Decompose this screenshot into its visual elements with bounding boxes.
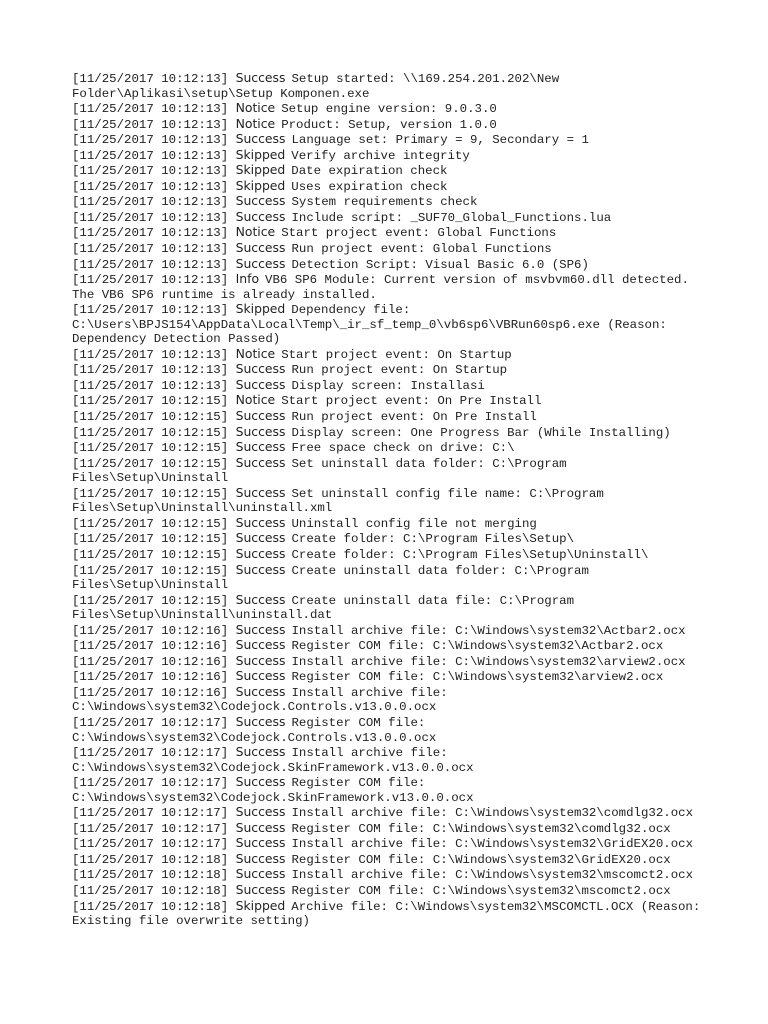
log-message: Set uninstall config file name: C:\Program Files\Setup\Uninstall\uninstall.xml bbox=[72, 486, 612, 516]
log-status: Success bbox=[235, 193, 286, 209]
log-entry bbox=[72, 547, 702, 563]
log-message: Run project event: On Startup bbox=[291, 363, 508, 378]
log-timestamp: [11/25/2017 10:12:13] bbox=[72, 102, 229, 117]
log-timestamp: [11/25/2017 10:12:13] bbox=[72, 226, 229, 241]
log-message: Create folder: C:\Program Files\Setup\Uninstall\ bbox=[291, 547, 649, 562]
log-timestamp: [11/25/2017 10:12:17] bbox=[72, 837, 229, 852]
log-message: Register COM file: C:\Windows\system32\comdlg32.ocx bbox=[291, 821, 671, 836]
log-status: Success bbox=[235, 668, 286, 684]
log-entry bbox=[72, 486, 702, 516]
log-status: Success bbox=[235, 744, 286, 760]
log-message: Uninstall config file not merging bbox=[291, 516, 537, 531]
log-message: Start project event: On Pre Install bbox=[281, 394, 542, 409]
log-entry bbox=[72, 409, 702, 425]
log-message: Register COM file: C:\Windows\system32\Codejock.SkinFramework.v13.0.0.ocx bbox=[72, 776, 474, 805]
install-log bbox=[72, 70, 708, 929]
log-timestamp: [11/25/2017 10:12:13] bbox=[72, 179, 229, 194]
log-message: Install archive file: C:\Windows\system32\Codejock.Controls.v13.0.0.ocx bbox=[72, 685, 456, 715]
log-timestamp: [11/25/2017 10:12:17] bbox=[72, 715, 229, 730]
log-message: Create uninstall data file: C:\Program Files\Setup\Uninstall\uninstall.dat bbox=[72, 593, 582, 623]
log-timestamp: [11/25/2017 10:12:13] bbox=[72, 72, 229, 86]
log-message: Date expiration check bbox=[291, 164, 448, 179]
log-status: Success bbox=[235, 881, 286, 897]
log-message: Archive file: C:\Windows\system32\MSCOMCTL.OCX (Reason: Existing file overwrite setting) bbox=[72, 899, 708, 929]
log-status: Success bbox=[235, 530, 286, 546]
log-status: Success bbox=[235, 545, 286, 561]
log-timestamp: [11/25/2017 10:12:13] bbox=[72, 117, 229, 132]
log-entry bbox=[72, 593, 702, 623]
log-timestamp: [11/25/2017 10:12:16] bbox=[72, 670, 229, 685]
log-status: Success bbox=[235, 621, 286, 637]
log-message: VB6 SP6 Module: Current version of msvbvm60.dll detected. The VB6 SP6 runtime is already installed. bbox=[72, 273, 697, 302]
log-message: Install archive file: C:\Windows\system32\arview2.ocx bbox=[291, 654, 686, 669]
log-timestamp: [11/25/2017 10:12:16] bbox=[72, 685, 229, 700]
log-timestamp: [11/25/2017 10:12:13] bbox=[72, 363, 229, 378]
log-entry bbox=[72, 516, 702, 532]
log-entry bbox=[72, 638, 702, 654]
log-status: Success bbox=[235, 835, 286, 851]
log-message: System requirements check bbox=[291, 195, 478, 210]
log-message: Run project event: Global Functions bbox=[291, 242, 552, 257]
log-timestamp: [11/25/2017 10:12:13] bbox=[72, 210, 229, 225]
log-entry bbox=[72, 563, 702, 593]
log-timestamp: [11/25/2017 10:12:17] bbox=[72, 806, 229, 821]
log-timestamp: [11/25/2017 10:12:13] bbox=[72, 273, 229, 288]
log-status: Notice bbox=[235, 224, 276, 240]
log-timestamp: [11/25/2017 10:12:18] bbox=[72, 899, 229, 914]
log-timestamp: [11/25/2017 10:12:13] bbox=[72, 242, 229, 257]
log-entry bbox=[72, 378, 702, 394]
log-timestamp: [11/25/2017 10:12:13] bbox=[72, 303, 229, 318]
log-message: Dependency file: C:\Users\BPJS154\AppData\Local\Temp\_ir_sf_temp_0\vb6sp6\VBRun60sp6.exe (Reason: Dependency Detection Passed) bbox=[72, 303, 675, 347]
log-status: Success bbox=[235, 637, 286, 653]
log-entry bbox=[72, 347, 702, 363]
log-entry bbox=[72, 71, 702, 101]
log-status: Info bbox=[235, 271, 260, 287]
log-status: Success bbox=[235, 819, 286, 835]
log-status: Success bbox=[235, 591, 286, 607]
log-entry bbox=[72, 883, 702, 899]
log-entry bbox=[72, 194, 702, 210]
log-message: Start project event: On Startup bbox=[281, 347, 512, 362]
log-entry bbox=[72, 302, 702, 347]
log-entry bbox=[72, 821, 702, 837]
log-entry bbox=[72, 852, 702, 868]
log-timestamp: [11/25/2017 10:12:18] bbox=[72, 852, 229, 867]
log-message: Product: Setup, version 1.0.0 bbox=[281, 117, 497, 132]
log-status: Notice bbox=[235, 115, 276, 131]
log-timestamp: [11/25/2017 10:12:13] bbox=[72, 133, 229, 148]
log-entry bbox=[72, 456, 702, 486]
log-entry bbox=[72, 867, 702, 883]
log-entry bbox=[72, 836, 702, 852]
log-status: Notice bbox=[235, 100, 276, 116]
log-entry bbox=[72, 272, 702, 302]
log-timestamp: [11/25/2017 10:12:13] bbox=[72, 257, 229, 272]
log-timestamp: [11/25/2017 10:12:15] bbox=[72, 425, 229, 440]
log-timestamp: [11/25/2017 10:12:18] bbox=[72, 883, 229, 898]
log-message: Install archive file: C:\Windows\system32\Actbar2.ocx bbox=[291, 623, 686, 638]
log-timestamp: [11/25/2017 10:12:16] bbox=[72, 623, 229, 638]
log-status: Success bbox=[235, 850, 286, 866]
log-message: Detection Script: Visual Basic 6.0 (SP6) bbox=[291, 257, 589, 272]
log-entry bbox=[72, 210, 702, 226]
log-status: Success bbox=[235, 866, 286, 882]
log-entry bbox=[72, 393, 702, 409]
log-entry bbox=[72, 775, 702, 805]
log-status: Skipped bbox=[235, 162, 286, 178]
log-status: Success bbox=[235, 713, 286, 729]
log-timestamp: [11/25/2017 10:12:15] bbox=[72, 394, 229, 409]
log-status: Notice bbox=[235, 345, 276, 361]
log-status: Success bbox=[235, 255, 286, 271]
log-status: Success bbox=[235, 361, 286, 377]
log-message: Register COM file: C:\Windows\system32\arview2.ocx bbox=[291, 670, 664, 685]
log-timestamp: [11/25/2017 10:12:13] bbox=[72, 148, 229, 163]
log-status: Skipped bbox=[235, 146, 286, 162]
log-timestamp: [11/25/2017 10:12:18] bbox=[72, 868, 229, 883]
log-entry bbox=[72, 531, 702, 547]
log-entry bbox=[72, 148, 702, 164]
log-message: Register COM file: C:\Windows\system32\GridEX20.ocx bbox=[291, 852, 671, 867]
log-message: Setup engine version: 9.0.3.0 bbox=[281, 102, 497, 117]
log-status: Success bbox=[235, 408, 286, 424]
log-message: Uses expiration check bbox=[291, 179, 448, 194]
log-status: Success bbox=[235, 774, 286, 790]
log-message: Set uninstall data folder: C:\Program Files\Setup\Uninstall bbox=[72, 456, 575, 486]
log-message: Create uninstall data folder: C:\Program Files\Setup\Uninstall bbox=[72, 563, 597, 593]
log-status: Success bbox=[235, 439, 286, 455]
log-entry bbox=[72, 669, 702, 685]
log-message: Include script: _SUF70_Global_Functions.lua bbox=[291, 210, 612, 225]
log-entry bbox=[72, 685, 702, 715]
log-status: Success bbox=[235, 376, 286, 392]
log-timestamp: [11/25/2017 10:12:15] bbox=[72, 456, 229, 471]
log-status: Success bbox=[235, 423, 286, 439]
log-entry bbox=[72, 117, 702, 133]
log-status: Success bbox=[235, 131, 286, 147]
log-status: Skipped bbox=[235, 177, 286, 193]
log-status: Success bbox=[235, 514, 286, 530]
log-entry bbox=[72, 163, 702, 179]
log-status: Success bbox=[235, 484, 286, 500]
log-entry bbox=[72, 623, 702, 639]
log-entry bbox=[72, 440, 702, 456]
log-entry bbox=[72, 225, 702, 241]
log-timestamp: [11/25/2017 10:12:16] bbox=[72, 639, 229, 654]
log-timestamp: [11/25/2017 10:12:17] bbox=[72, 821, 229, 836]
log-timestamp: [11/25/2017 10:12:13] bbox=[72, 164, 229, 179]
log-message: Register COM file: C:\Windows\system32\Codejock.Controls.v13.0.0.ocx bbox=[72, 715, 437, 745]
log-message: Start project event: Global Functions bbox=[281, 226, 557, 241]
log-timestamp: [11/25/2017 10:12:15] bbox=[72, 532, 229, 547]
log-status: Skipped bbox=[235, 897, 286, 913]
log-message: Free space check on drive: C:\ bbox=[291, 441, 515, 456]
log-message: Setup started: \\169.254.201.202\New Folder\Aplikasi\setup\Setup Komponen.exe bbox=[72, 72, 567, 101]
log-entry bbox=[72, 745, 702, 775]
log-message: Display screen: Installasi bbox=[291, 378, 485, 393]
log-timestamp: [11/25/2017 10:12:15] bbox=[72, 516, 229, 531]
log-timestamp: [11/25/2017 10:12:13] bbox=[72, 378, 229, 393]
log-status: Success bbox=[235, 804, 286, 820]
log-timestamp: [11/25/2017 10:12:16] bbox=[72, 654, 229, 669]
log-message: Run project event: On Pre Install bbox=[291, 410, 537, 425]
log-timestamp: [11/25/2017 10:12:15] bbox=[72, 486, 229, 501]
log-message: Install archive file: C:\Windows\system32\GridEX20.ocx bbox=[291, 837, 694, 852]
log-timestamp: [11/25/2017 10:12:17] bbox=[72, 776, 229, 791]
log-entry bbox=[72, 257, 702, 273]
log-timestamp: [11/25/2017 10:12:13] bbox=[72, 195, 229, 210]
log-status: Success bbox=[235, 208, 286, 224]
log-status: Success bbox=[235, 652, 286, 668]
log-timestamp: [11/25/2017 10:12:15] bbox=[72, 410, 229, 425]
log-message: Register COM file: C:\Windows\system32\Actbar2.ocx bbox=[291, 639, 664, 654]
log-message: Install archive file: C:\Windows\system32\comdlg32.ocx bbox=[291, 806, 694, 821]
log-entry bbox=[72, 362, 702, 378]
log-message: Register COM file: C:\Windows\system32\mscomct2.ocx bbox=[291, 883, 671, 898]
log-status: Success bbox=[235, 683, 286, 699]
log-message: Create folder: C:\Program Files\Setup\ bbox=[291, 532, 575, 547]
log-entry bbox=[72, 715, 702, 745]
log-message: Install archive file: C:\Windows\system32\mscomct2.ocx bbox=[291, 868, 694, 883]
log-timestamp: [11/25/2017 10:12:15] bbox=[72, 593, 229, 608]
log-timestamp: [11/25/2017 10:12:15] bbox=[72, 547, 229, 562]
log-entry bbox=[72, 897, 708, 929]
log-status: Notice bbox=[235, 392, 276, 408]
log-status: Success bbox=[235, 70, 286, 85]
log-status: Success bbox=[235, 561, 286, 577]
log-status: Success bbox=[235, 454, 286, 470]
log-entry bbox=[72, 101, 702, 117]
log-message: Language set: Primary = 9, Secondary = 1 bbox=[291, 133, 589, 148]
log-entry bbox=[72, 805, 702, 821]
log-status: Skipped bbox=[235, 301, 286, 317]
log-status: Success bbox=[235, 240, 286, 256]
log-message: Display screen: One Progress Bar (While Installing) bbox=[291, 425, 671, 440]
log-entry bbox=[72, 654, 702, 670]
log-timestamp: [11/25/2017 10:12:15] bbox=[72, 563, 229, 578]
log-timestamp: [11/25/2017 10:12:13] bbox=[72, 347, 229, 362]
log-timestamp: [11/25/2017 10:12:15] bbox=[72, 441, 229, 456]
log-message: Install archive file: C:\Windows\system32\Codejock.SkinFramework.v13.0.0.ocx bbox=[72, 746, 474, 775]
log-entry bbox=[72, 425, 702, 441]
log-entry bbox=[72, 241, 702, 257]
log-message: Verify archive integrity bbox=[291, 148, 470, 163]
log-timestamp: [11/25/2017 10:12:17] bbox=[72, 746, 229, 761]
log-entry bbox=[72, 132, 702, 148]
log-entry bbox=[72, 179, 702, 195]
